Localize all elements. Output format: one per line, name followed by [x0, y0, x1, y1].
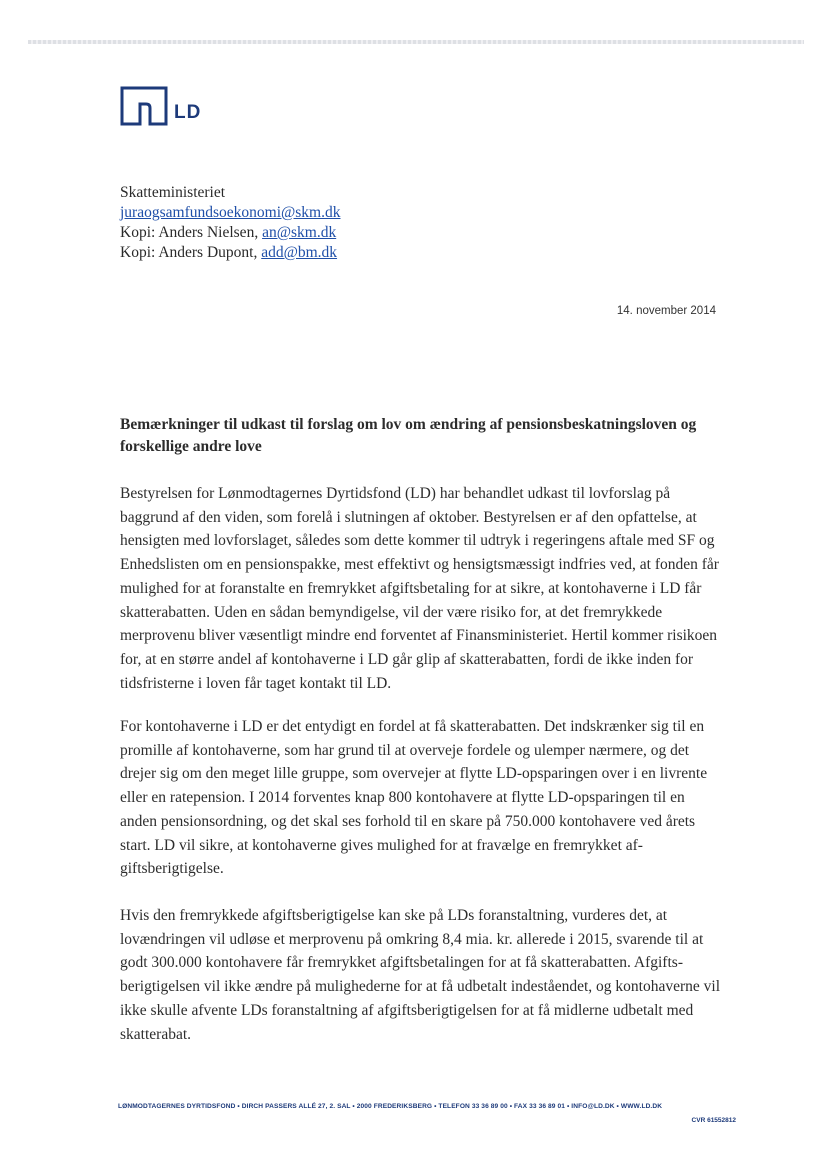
copy2-prefix: Kopi: Anders Dupont, — [120, 244, 262, 261]
copy2-email-link[interactable]: add@bm.dk — [261, 244, 338, 261]
letter-heading: Bemærkninger til udkast til forslag om lov om ændring af pensionsbeskatningsloven og forskellige andre love — [120, 416, 697, 455]
recipient-block — [120, 183, 341, 263]
footer-contact-line: LØNMODTAGERNES DYRTIDSFOND • DIRCH PASSERS ALLÉ 27, 2. SAL • 2000 FREDERIKSBERG • TELEFON 33 36 89 00 • FAX 33 36 89 01 • INFO@LD.DK • WWW.LD.DK — [118, 1103, 663, 1110]
logo-text: LD — [174, 102, 202, 123]
copy-line-1 — [120, 223, 341, 243]
top-border-line — [28, 40, 804, 44]
copy1-prefix: Kopi: Anders Nielsen, — [120, 224, 263, 241]
body-paragraph-2: For kontohaverne i LD er det entydigt en fordel at få skatterabatten. Det indskrænker sig til en promille af kontohaverne, som har grund til at overveje fordele og ulemper nærmere, og det drejer sig om den meget lille gruppe, som overvejer at flytte LD-opsparingen over i en livrente eller en ratepension. I 2014 forventes knap 800 kontohavere at flytte LD-opsparingen til en anden pensionsordning, og det skal ses forhold til en skare på 750.000 kontohavere ved årets start. LD vil sikre, at kontohaverne gives mulighed for at fravælge en fremrykket afgiftsberigtigelse. — [120, 718, 708, 878]
copy-line-2 — [120, 243, 341, 263]
body-paragraph-1: Bestyrelsen for Lønmodtagernes Dyrtidsfond (LD) har behandlet udkast til lovforslag på baggrund af den viden, som forelå i slutningen af oktober. Bestyrelsen er af den opfattelse, at hensigten med lovforslaget, således som dette kommer til udtryk i regeringens aftale med SF og Enhedslisten om en pensionspakke, mest effektivt og hensigtsmæssigt indfries ved, at fonden får mulighed for at foranstalte en fremrykket afgiftsbetaling for at sikre, at kontohaverne i LD får skatterabatten. Uden en sådan bemyndigelse, vil der være risiko for, at det fremrykkede merprovenu bliver væsentligt mindre end forventet af Finansministeriet. Hertil kommer risikoen for, at en større andel af kontohaverne i LD går glip af skatterabatten, fordi de ikke inden for tidsfristerne i loven får taget kontakt til LD. — [120, 485, 719, 692]
ld-logo — [120, 86, 240, 126]
copy1-email-link[interactable]: an@skm.dk — [262, 224, 337, 241]
recipient-email-link[interactable]: juraogsamfundsoekonomi@skm.dk — [120, 204, 341, 221]
letter-date: 14. november 2014 — [616, 305, 716, 317]
body-paragraph-3: Hvis den fremrykkede afgiftsberigtigelse kan ske på LDs foranstaltning, vurderes det, at lovændringen vil udløse et merprovenu på omkring 8,4 mia. kr. allerede i 2015, svarende til at godt 300.000 kontohavere får fremrykket afgiftsbetalingen for at få skatterabatten. Afgiftsberigtigelsen vil ikke ændre på mulighederne for at få udbetalt indeståendet, og kontohaverne vil ikke skulle afvente LDs foranstaltning af afgiftsberigtigelsen for at få midlerne udbetalt med skatterabat. — [120, 907, 721, 1043]
recipient-name: Skatteministeriet — [120, 184, 226, 201]
ld-logo-mark-icon — [120, 86, 168, 126]
footer-cvr: CVR 61552812 — [691, 1117, 736, 1124]
